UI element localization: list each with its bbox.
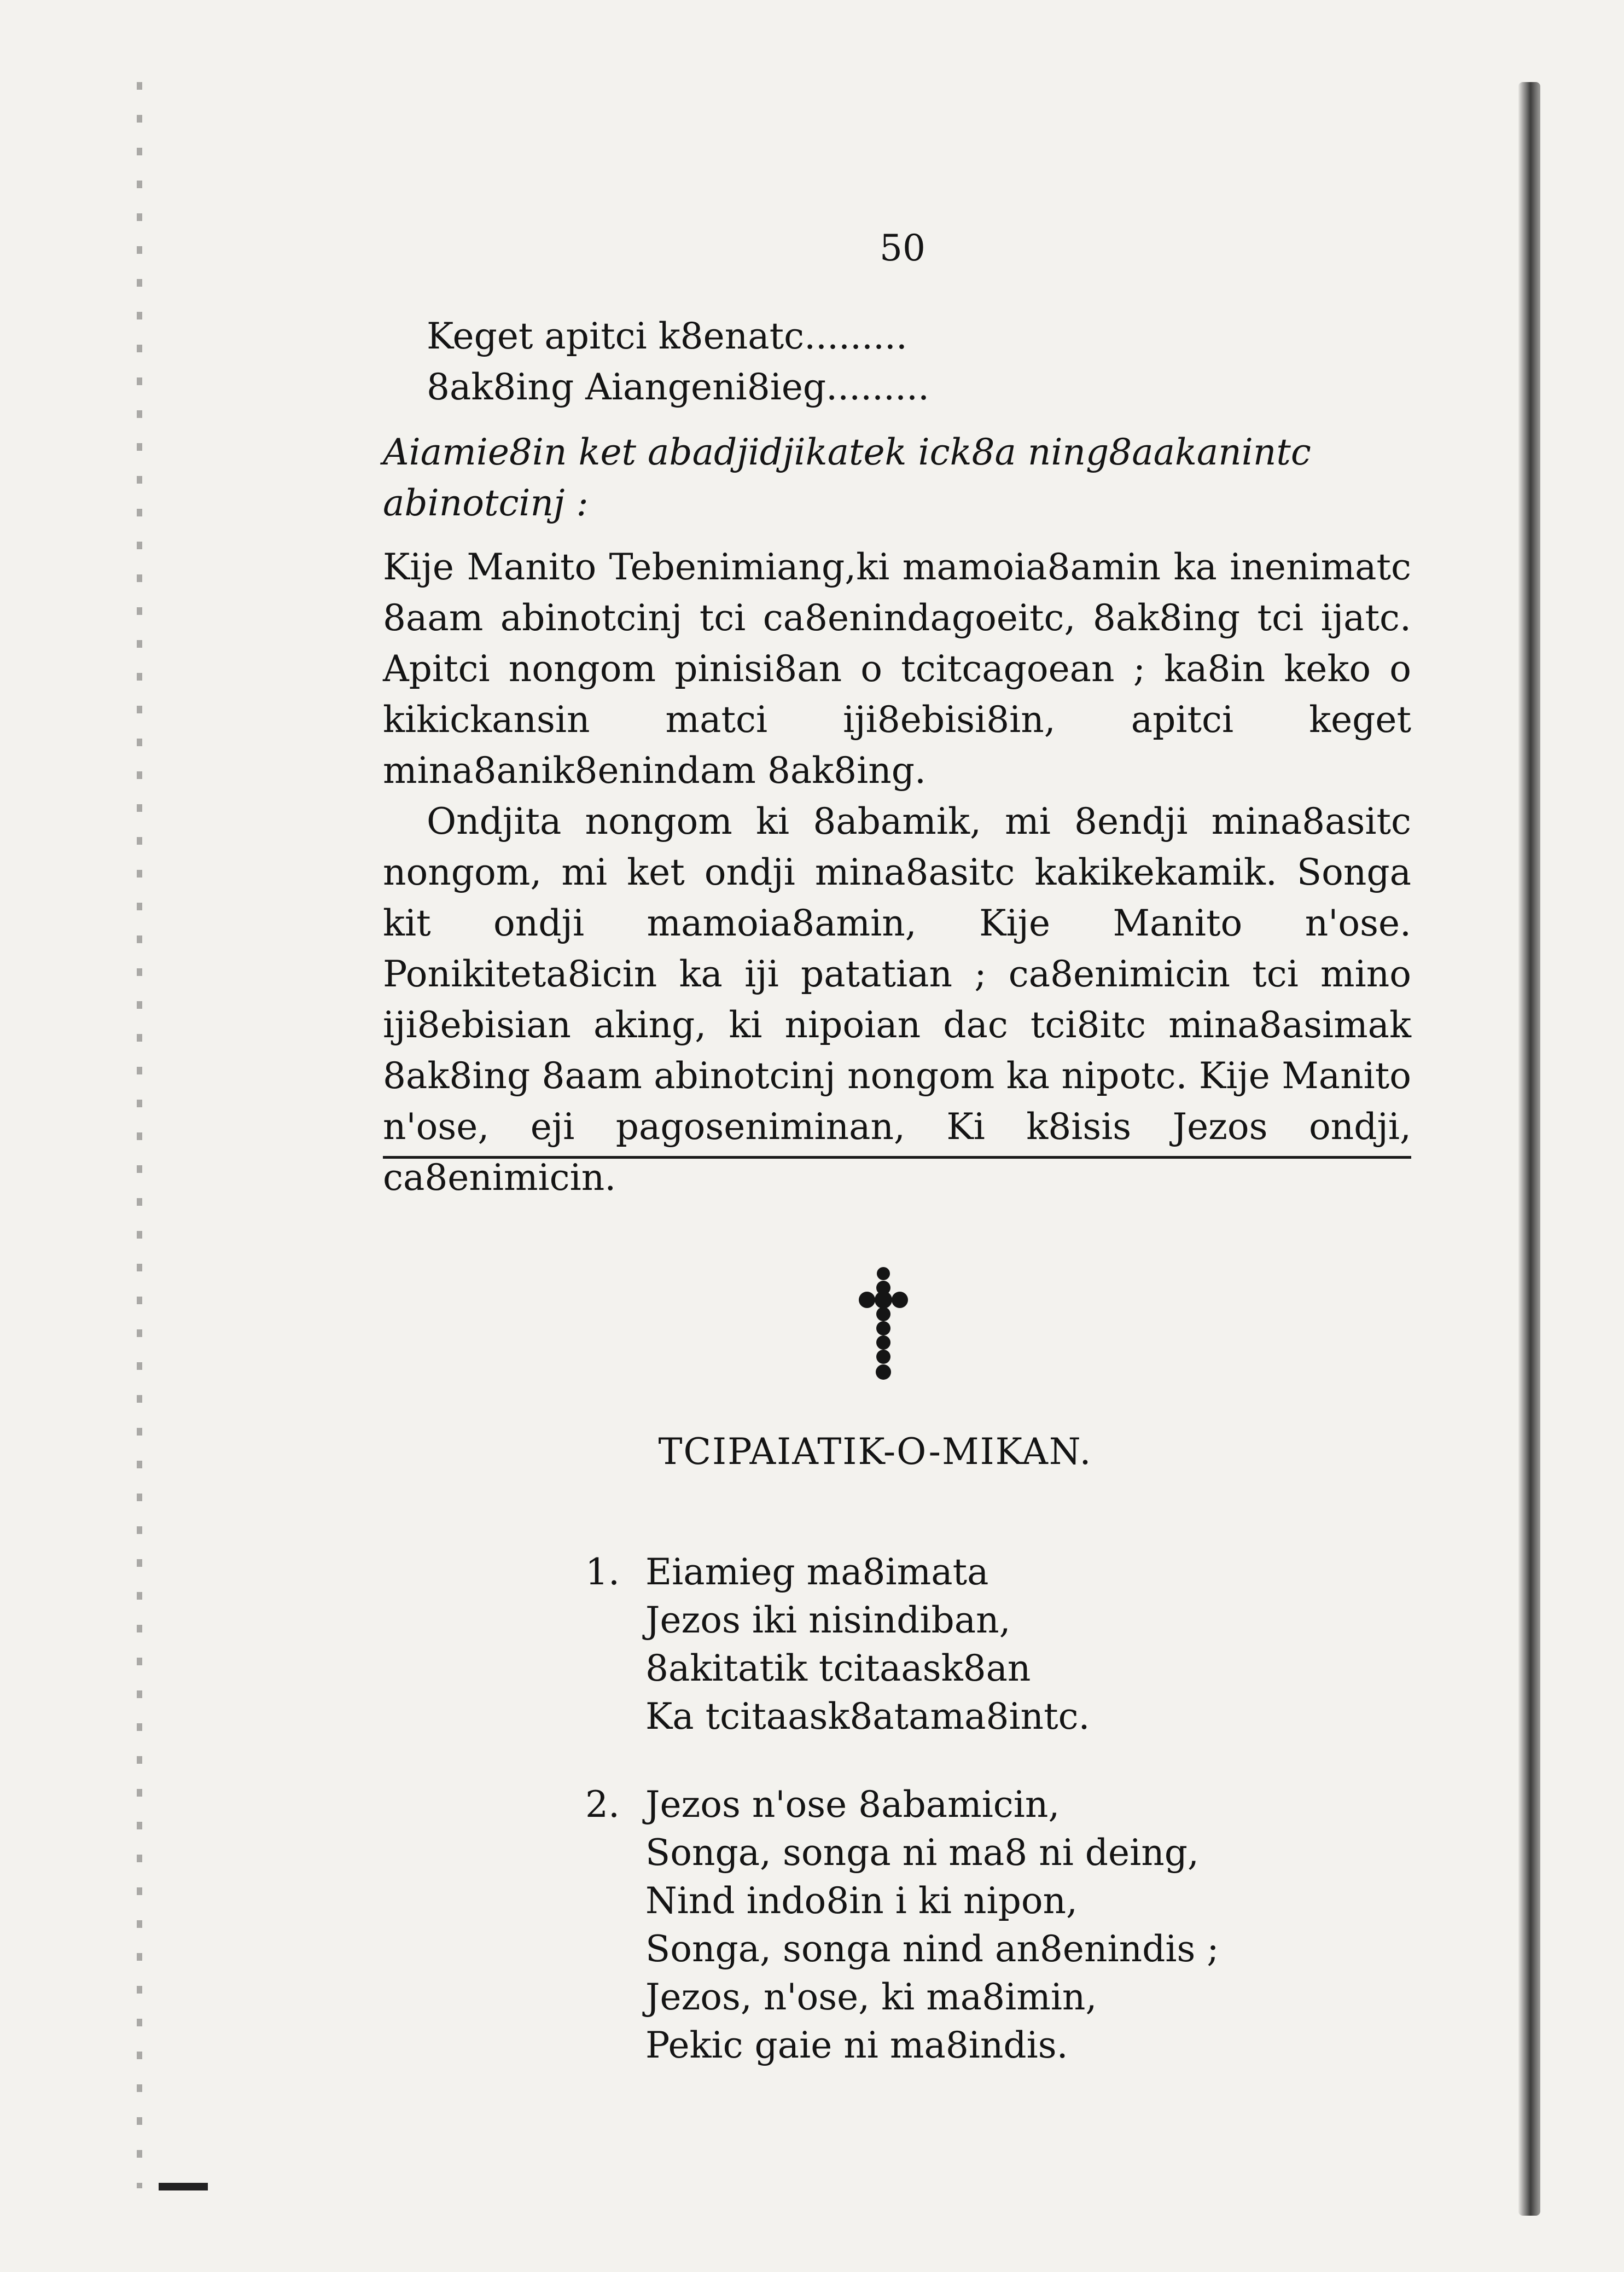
prayer-paragraph: Ondjita nongom ki 8abamik, mi 8endji mina8asitc nongom, mi ket ondji mina8asitc kakikekamik. Songa kit ondji mamoia8amin, Kije Manito n'ose. Ponikiteta8icin ka iji patatian ; ca8enimicin tci mino iji8ebisian aking, ki nipoian dac tci8itc mina8asimak 8ak8ing 8aam abinotcinj nongom ka nipotc. Kije Manito n'ose, eji pagoseniminan, Ki k8isis Jezos ondji, ca8enimicin. [383, 800, 1411, 1199]
rubric-line: abinotcinj : [383, 482, 589, 524]
verse-line: Songa, songa nind an8enindis ; [645, 1928, 1219, 1970]
prayer-text [383, 542, 1411, 1203]
prayer-paragraph: Kije Manito Tebenimiang,ki mamoia8amin ka inenimatc 8aam abinotcinj tci ca8enindagoeitc, 8ak8ing tci ijatc. Apitci nongom pinisi8an o tcitcagoean ; ka8in keko o kikickansin matci iji8ebisi8in, apitci keget mina8anik8enindam 8ak8ing. [383, 546, 1411, 792]
page-number: 50 [880, 227, 925, 269]
prelude-line: 8ak8ing Aiangeni8ieg......... [427, 366, 929, 408]
scan-edge-left [137, 82, 142, 2188]
verse-line: Eiamieg ma8imata [645, 1551, 989, 1593]
hymn-title: TCIPAIATIK-O-MIKAN. [658, 1431, 1092, 1473]
scan-edge-mark [159, 2183, 208, 2190]
verse-line: Nind indo8in i ki nipon, [645, 1880, 1078, 1922]
cross-ornament-icon [851, 1264, 916, 1384]
verse-line: Pekic gaie ni ma8indis. [645, 2024, 1068, 2066]
stanza-number: 2. [585, 1783, 620, 1826]
scan-edge-right [1518, 82, 1540, 2216]
verse-line: Jezos, n'ose, ki ma8imin, [645, 1976, 1097, 2018]
verse-line: 8akitatik tcitaask8an [645, 1647, 1031, 1689]
rubric [383, 427, 1422, 528]
hymn-stanza [585, 1781, 1351, 2087]
verse-line: Ka tcitaask8atama8intc. [645, 1695, 1090, 1738]
verse-line: Songa, songa ni ma8 ni deing, [645, 1832, 1199, 1874]
verse-line: Jezos iki nisindiban, [645, 1599, 1011, 1641]
stanza-number: 1. [585, 1551, 620, 1593]
rubric-line: Aiamie8in ket abadjidjikatek ick8a ning8aakanintc [383, 431, 1311, 473]
section-divider [383, 1156, 1411, 1159]
verse-line: Jezos n'ose 8abamicin, [645, 1783, 1060, 1826]
hymn-stanza [585, 1548, 1351, 1767]
prelude-lines [427, 311, 1466, 412]
prelude-line: Keget apitci k8enatc......... [427, 315, 907, 357]
